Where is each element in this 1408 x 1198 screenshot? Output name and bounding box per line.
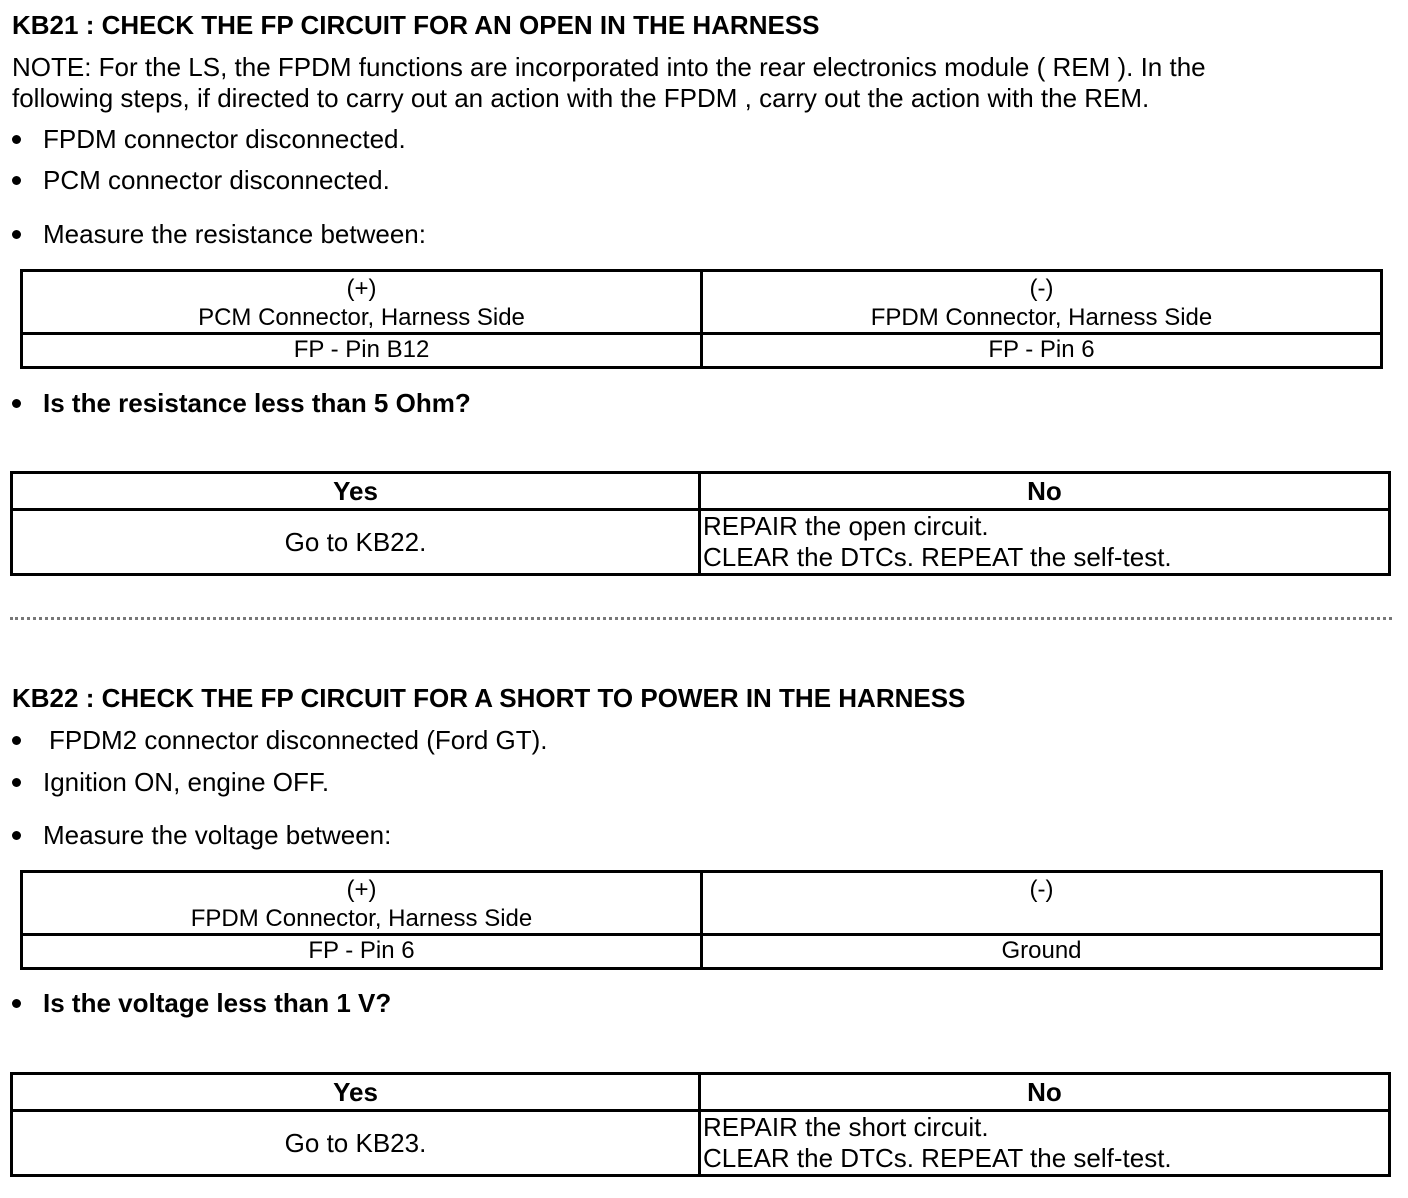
no-action-line-2: CLEAR the DTCs. REPEAT the self-test.: [703, 1143, 1172, 1173]
kb21-yes-header: Yes: [12, 473, 700, 510]
kb21-bullet-3: [12, 219, 426, 250]
no-action-line-2: CLEAR the DTCs. REPEAT the self-test.: [703, 542, 1172, 572]
bullet-icon: [12, 831, 21, 840]
bullet-icon: [12, 736, 21, 745]
plus-sign: (+): [346, 876, 377, 903]
kb22-plus-value: FP - Pin 6: [22, 935, 702, 969]
no-action-line-1: REPAIR the short circuit.: [703, 1112, 989, 1142]
kb22-question: [12, 988, 391, 1019]
kb22-minus-header: [702, 872, 1382, 935]
minus-label: FPDM Connector, Harness Side: [870, 304, 1213, 331]
bullet-icon: [12, 999, 21, 1008]
kb21-note: [12, 52, 1392, 114]
kb21-yes-action: Go to KB22.: [12, 510, 700, 575]
plus-sign: (+): [346, 275, 377, 302]
bullet-text: Measure the voltage between:: [43, 820, 392, 850]
kb22-title: KB22 : CHECK THE FP CIRCUIT FOR A SHORT TO POWER IN THE HARNESS: [12, 683, 966, 713]
plus-label: PCM Connector, Harness Side: [198, 304, 525, 331]
bullet-icon: [12, 778, 21, 787]
kb21-result-table: [10, 471, 1391, 576]
kb22-bullet-1: [12, 725, 548, 756]
kb21-plus-header: [22, 271, 702, 334]
bullet-text: FPDM2 connector disconnected (Ford GT).: [49, 725, 548, 755]
kb22-yes-header: Yes: [12, 1074, 700, 1111]
kb21-title: KB21 : CHECK THE FP CIRCUIT FOR AN OPEN IN THE HARNESS: [12, 10, 820, 40]
kb21-no-action: [700, 510, 1390, 575]
kb21-minus-value: FP - Pin 6: [702, 334, 1382, 368]
kb21-note-line-2: following steps, if directed to carry out an action with the FPDM , carry out the action with the REM.: [12, 83, 1150, 113]
kb21-question: [12, 388, 471, 419]
minus-sign: (-): [1029, 275, 1054, 302]
no-action-line-1: REPAIR the open circuit.: [703, 511, 989, 541]
kb21-no-header: No: [700, 473, 1390, 510]
kb22-measure-table: [20, 870, 1383, 970]
bullet-icon: [12, 135, 21, 144]
kb22-yes-action: Go to KB23.: [12, 1111, 700, 1176]
kb21-measure-table: [20, 269, 1383, 369]
kb22-bullet-3: [12, 820, 391, 851]
kb22-no-action: [700, 1111, 1390, 1176]
kb22-bullet-2: [12, 767, 329, 798]
kb21-plus-value: FP - Pin B12: [22, 334, 702, 368]
minus-sign: (-): [1029, 876, 1054, 903]
kb21-note-line-1: NOTE: For the LS, the FPDM functions are incorporated into the rear electronics module ( REM ). In the: [12, 52, 1206, 82]
bullet-icon: [12, 230, 21, 239]
bullet-text: Measure the resistance between:: [43, 219, 426, 249]
bullet-text: PCM connector disconnected.: [43, 165, 390, 195]
kb22-plus-header: [22, 872, 702, 935]
kb21-bullet-2: [12, 165, 390, 196]
question-text: Is the voltage less than 1 V?: [43, 988, 392, 1018]
kb22-minus-value: Ground: [702, 935, 1382, 969]
kb22-result-table: [10, 1072, 1391, 1177]
bullet-icon: [12, 399, 21, 408]
question-text: Is the resistance less than 5 Ohm?: [43, 388, 471, 418]
kb22-no-header: No: [700, 1074, 1390, 1111]
bullet-text: Ignition ON, engine OFF.: [43, 767, 330, 797]
section-divider: [10, 617, 1392, 620]
kb21-bullet-1: [12, 124, 406, 155]
plus-label: FPDM Connector, Harness Side: [190, 905, 533, 932]
bullet-icon: [12, 176, 21, 185]
kb21-minus-header: [702, 271, 1382, 334]
bullet-text: FPDM connector disconnected.: [43, 124, 406, 154]
